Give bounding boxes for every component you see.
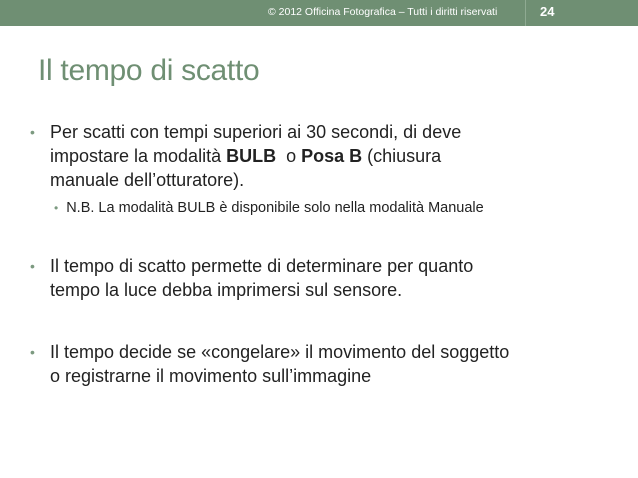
copyright-footer: © 2012 Officina Fotografica – Tutti i diritti riservati: [268, 6, 498, 18]
bullet2-line2: tempo la luce debba imprimersi sul sensore.: [50, 280, 403, 300]
bullet1-line1: Per scatti con tempi superiori ai 30 secondi, di deve: [50, 122, 462, 142]
header-bar: [0, 0, 638, 26]
bullet-marker: •: [30, 344, 35, 360]
bullet2-line1: Il tempo di scatto permette di determinare per quanto: [50, 256, 474, 276]
bullet-text: [50, 340, 620, 388]
bullet1-line2b: o: [276, 146, 302, 166]
bullet-marker: •: [30, 124, 35, 140]
slide-title: Il tempo di scatto: [38, 54, 260, 87]
bullet3-line2: o registrarne il movimento sull’immagine: [50, 366, 372, 386]
bullet-exposure-time: [30, 254, 620, 302]
bulb-keyword: BULB: [226, 146, 277, 166]
bullet-text: [50, 120, 620, 192]
posa-b-keyword: Posa B: [301, 146, 363, 166]
page-number: 24: [540, 4, 555, 19]
bullet3-line1: Il tempo decide se «congelare» il movimento del soggetto: [50, 342, 510, 362]
header-divider: [525, 0, 526, 26]
bullet1-line2c: (chiusura: [362, 146, 442, 166]
bullet-bulb-mode: [30, 120, 620, 192]
sub-bullet-text: N.B. La modalità BULB è disponibile solo nella modalità Manuale: [66, 200, 484, 216]
bullet1-line2a: impostare la modalità: [50, 146, 227, 166]
sub-bullet-marker: •: [54, 201, 59, 215]
sub-bullet-note: [54, 199, 484, 217]
bullet-freeze-motion: [30, 340, 620, 388]
bullet1-line3: manuale dell’otturatore).: [50, 170, 245, 190]
bullet-text: [50, 254, 620, 302]
bullet-marker: •: [30, 258, 35, 274]
